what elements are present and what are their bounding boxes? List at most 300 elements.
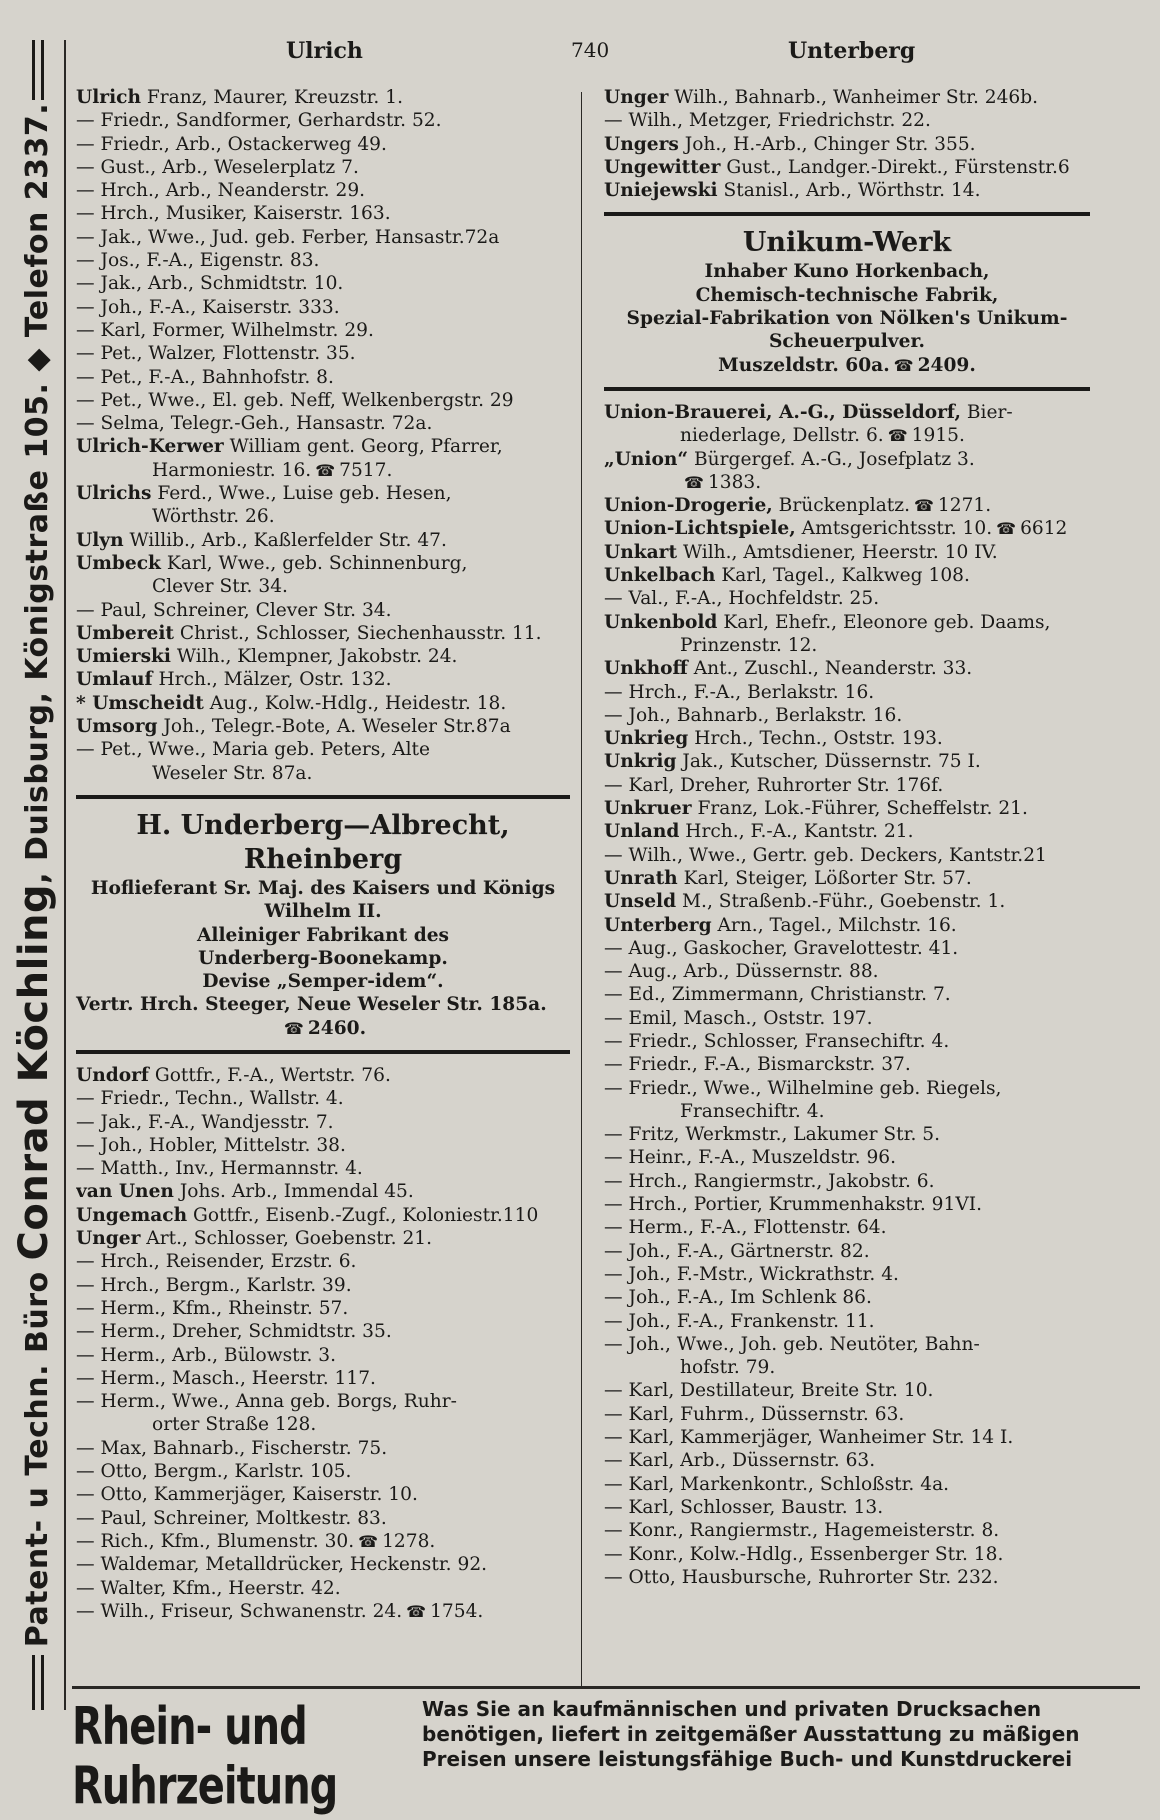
entry-text: hofstr. 79.: [680, 1357, 776, 1379]
entry-text: — Otto, Bergm., Karlstr. 105.: [76, 1461, 352, 1483]
directory-entry: [76, 1577, 570, 1600]
entry-text: Wilh., Bahnarb., Wanheimer Str. 246b.: [668, 87, 1039, 108]
entry-surname: Umlauf: [76, 669, 153, 691]
directory-entry: [604, 1566, 1090, 1589]
entry-text: — Herm., Masch., Heerstr. 117.: [76, 1367, 376, 1389]
entry-surname: Union-Lichtspiele,: [604, 518, 796, 540]
entry-text: Christ., Schlosser, Siechenhausstr. 11.: [174, 622, 542, 644]
directory-entry: [604, 1449, 1090, 1472]
directory-entry: [76, 1297, 570, 1320]
entry-text: — Emil, Masch., Oststr. 197.: [604, 1007, 873, 1029]
directory-entry: [76, 599, 570, 622]
directory-entry: [604, 541, 1090, 564]
telephone-icon: ☎: [684, 472, 704, 492]
directory-entry: [76, 1437, 570, 1460]
entry-text: Wilh., Klempner, Jakobstr. 24.: [171, 646, 458, 668]
directory-entry: [76, 1507, 570, 1530]
ad-right-title: Unikum-Werk: [742, 227, 952, 259]
directory-entry: [604, 914, 1090, 937]
entry-text: — Pet., Wwe., Maria geb. Peters, Alte: [76, 739, 430, 761]
entry-surname: Unger: [76, 1228, 141, 1250]
slogan-line-3: Preisen unsere leistungsfähige Buch- und Kunstdruckerei: [422, 1747, 1073, 1771]
directory-entry: [76, 156, 570, 179]
side-ad-text: [11, 103, 57, 1647]
ad-left-phone-line: [76, 1017, 570, 1040]
entry-text: — Karl, Destillateur, Breite Str. 10.: [604, 1380, 934, 1402]
entry-surname: Ungewitter: [604, 156, 721, 178]
side-rule-bottom: [32, 1655, 44, 1710]
entry-text: — Karl, Dreher, Ruhrorter Str. 176f.: [604, 774, 944, 796]
entry-surname: „Union“: [604, 448, 689, 470]
entry-text: niederlage, Dellstr. 6.: [680, 425, 884, 447]
directory-entry: [76, 342, 570, 365]
entry-phone: 1915.: [911, 425, 965, 447]
header-right-word: Unterberg: [788, 38, 916, 64]
directory-entry: [76, 1413, 570, 1436]
directory-entry: [604, 1310, 1090, 1333]
entry-text: — Joh., Bahnarb., Berlakstr. 16.: [604, 704, 903, 726]
directory-entry: [76, 575, 570, 598]
entry-text: Ant., Zuschl., Neanderstr. 33.: [687, 658, 973, 680]
directory-entry: [76, 179, 570, 202]
slogan-line-2: benötigen, liefert in zeitgemäßer Ausstattung zu mäßigen: [422, 1722, 1080, 1746]
directory-entry: [604, 1333, 1090, 1356]
entry-text: Gust., Landger.-Direkt., Fürstenstr.6: [720, 156, 1070, 178]
entry-text: — Friedr., F.-A., Bismarckstr. 37.: [604, 1054, 911, 1076]
entry-surname: Ulrichs: [76, 483, 152, 505]
directory-entry: [604, 494, 1090, 517]
directory-entry: [604, 611, 1090, 634]
entry-text: Bier-: [960, 401, 1013, 423]
entry-text: Wilh., Amtsdiener, Heerstr. 10 IV.: [677, 541, 998, 563]
entry-text: Franz, Lok.-Führer, Scheffelstr. 21.: [691, 798, 1028, 820]
directory-entry: [604, 844, 1090, 867]
entry-text: Karl, Ehefr., Eleonore geb. Daams,: [717, 611, 1051, 633]
entry-text: — Karl, Kammerjäger, Wanheimer Str. 14 I.: [604, 1427, 1014, 1449]
directory-entry: [604, 517, 1090, 540]
entry-text: — Walter, Kfm., Heerstr. 42.: [76, 1577, 341, 1599]
directory-entry: [604, 1077, 1090, 1100]
entry-text: Franz, Maurer, Kreuzstr. 1.: [140, 87, 403, 108]
directory-entry: [76, 1064, 570, 1087]
entry-text: — Joh., F.-A., Kaiserstr. 333.: [76, 296, 340, 318]
entry-text: — Hrch., Musiker, Kaiserstr. 163.: [76, 203, 391, 225]
entry-text: — Herm., F.-A., Flottenstr. 64.: [604, 1217, 887, 1239]
ad-left-line-2: Wilhelm II.: [264, 901, 382, 923]
directory-entry: [604, 1379, 1090, 1402]
left-top-entries: [76, 86, 570, 785]
entry-text: — Joh., F.-A., Gärtnerstr. 82.: [604, 1240, 870, 1262]
slogan-line-1: Was Sie an kaufmännischen und privaten Drucksachen: [422, 1697, 1042, 1721]
directory-entry: [604, 1286, 1090, 1309]
directory-entry: [604, 86, 1090, 109]
entry-text: — Ed., Zimmermann, Christianstr. 7.: [604, 984, 951, 1006]
entry-text: — Paul, Schreiner, Moltkestr. 83.: [76, 1507, 387, 1529]
column-divider: [581, 92, 582, 1686]
directory-entry: [604, 1403, 1090, 1426]
directory-entry: [604, 867, 1090, 890]
entry-surname: * Umscheidt: [76, 692, 204, 714]
directory-entry: [76, 1250, 570, 1273]
entry-text: Aug., Kolw.-Hdlg., Heidestr. 18.: [203, 692, 507, 714]
directory-entry: [604, 156, 1090, 179]
directory-entry: [76, 738, 570, 761]
entry-text: — Hrch., Reisender, Erzstr. 6.: [76, 1251, 357, 1273]
entry-text: — Wilh., Metzger, Friedrichstr. 22.: [604, 110, 931, 132]
ad-right-phone: 2409.: [917, 354, 976, 376]
entry-text: — Heinr., F.-A., Muszeldstr. 96.: [604, 1147, 897, 1169]
directory-entry: [604, 1053, 1090, 1076]
entry-text: — Friedr., Techn., Wallstr. 4.: [76, 1088, 344, 1110]
entry-surname: Ulyn: [76, 529, 124, 551]
underberg-advertisement: [76, 795, 570, 1054]
entry-surname: Unger: [604, 87, 669, 108]
directory-entry: [76, 1344, 570, 1367]
directory-entry: [604, 820, 1090, 843]
entry-text: — Herm., Kfm., Rheinstr. 57.: [76, 1297, 349, 1319]
directory-entry: [76, 1483, 570, 1506]
directory-entry: [76, 412, 570, 435]
directory-entry: [604, 727, 1090, 750]
right-top-entries: [604, 86, 1090, 202]
directory-entry: [76, 529, 570, 552]
entry-text: — Hrch., F.-A., Berlakstr. 16.: [604, 681, 875, 703]
entry-text: — Karl, Schlosser, Baustr. 13.: [604, 1496, 884, 1518]
directory-entry: [604, 797, 1090, 820]
left-column: [76, 86, 570, 1623]
directory-entry: [76, 668, 570, 691]
directory-entry: [76, 1320, 570, 1343]
directory-entry: [76, 133, 570, 156]
header-left-word: Ulrich: [286, 38, 363, 64]
side-ad-post: , Duisburg, Königstraße 105. ◆ Telefon 2337.: [20, 102, 55, 884]
ad-right-phone-line: [604, 354, 1090, 377]
directory-entry: [76, 1134, 570, 1157]
telephone-icon: ☎: [358, 1531, 379, 1551]
entry-text: — Friedr., Schlosser, Fransechiftr. 4.: [604, 1030, 950, 1052]
entry-surname: Unkhoff: [604, 658, 688, 680]
directory-entry: [76, 505, 570, 528]
entry-surname: Unseld: [604, 891, 677, 913]
entry-text: — Konr., Rangiermstr., Hagemeisterstr. 8.: [604, 1520, 1000, 1542]
directory-entry: [76, 1157, 570, 1180]
directory-entry: [76, 645, 570, 668]
entry-text: Amtsgerichtsstr. 10.: [795, 518, 993, 540]
entry-text: — Friedr., Wwe., Wilhelmine geb. Riegels,: [604, 1077, 1002, 1099]
entry-text: — Karl, Arb., Düssernstr. 63.: [604, 1450, 876, 1472]
directory-entry: [76, 762, 570, 785]
directory-entry: [604, 960, 1090, 983]
entry-phone: 1278.: [382, 1530, 436, 1552]
directory-entry: [76, 459, 570, 482]
entry-text: — Hrch., Portier, Krummenhakstr. 91VI.: [604, 1194, 983, 1216]
directory-entry: [76, 1600, 570, 1623]
entry-text: Wörthstr. 26.: [152, 506, 275, 528]
entry-text: — Max, Bahnarb., Fischerstr. 75.: [76, 1437, 388, 1459]
entry-surname: Ulrich-Kerwer: [76, 436, 224, 458]
entry-surname: Umbeck: [76, 552, 161, 574]
entry-text: — Fritz, Werkmstr., Lakumer Str. 5.: [604, 1124, 941, 1146]
entry-text: Jak., Kutscher, Düssernstr. 75 I.: [676, 751, 981, 773]
entry-text: — Karl, Former, Wilhelmstr. 29.: [76, 319, 374, 341]
telephone-icon: ☎: [996, 519, 1017, 539]
entry-surname: Union-Drogerie,: [604, 495, 773, 517]
directory-entry: [604, 133, 1090, 156]
directory-entry: [604, 1146, 1090, 1169]
ad-left-phone: 2460.: [307, 1017, 367, 1039]
entry-surname: Unrath: [604, 867, 678, 889]
entry-text: Willib., Arb., Kaßlerfelder Str. 47.: [123, 529, 447, 551]
directory-entry: [76, 1274, 570, 1297]
entry-text: Prinzenstr. 12.: [680, 634, 818, 656]
entry-text: — Waldemar, Metalldrücker, Heckenstr. 92.: [76, 1554, 488, 1576]
entry-text: Clever Str. 34.: [152, 576, 288, 598]
ad-right-line-5: Muszeldstr. 60a.: [718, 354, 890, 376]
entry-surname: Umbereit: [76, 622, 174, 644]
print-slogan: [422, 1697, 1140, 1772]
entry-surname: Unkrieg: [604, 728, 689, 750]
directory-entry: [604, 1100, 1090, 1123]
telephone-icon: ☎: [315, 460, 336, 480]
directory-entry: [76, 1204, 570, 1227]
entry-surname: van Unen: [76, 1181, 174, 1203]
directory-entry: [604, 704, 1090, 727]
directory-entry: [76, 715, 570, 738]
side-advertisement: [4, 40, 66, 1710]
entry-surname: Unkrig: [604, 751, 677, 773]
entry-text: Brückenplatz.: [772, 495, 910, 517]
ad-right-line-4: Scheuerpulver.: [768, 331, 926, 353]
entry-text: — Karl, Markenkontr., Schloßstr. 4a.: [604, 1473, 950, 1495]
entry-text: — Pet., F.-A., Bahnhofstr. 8.: [76, 366, 334, 388]
entry-text: — Hrch., Bergm., Karlstr. 39.: [76, 1274, 352, 1296]
directory-entry: [76, 1530, 570, 1553]
entry-surname: Union-Brauerei, A.-G., Düsseldorf,: [604, 401, 961, 423]
directory-entry: [604, 1240, 1090, 1263]
directory-entry: [604, 179, 1090, 202]
entry-text: Johs. Arb., Immendal 45.: [173, 1181, 414, 1203]
entry-phone: 1383.: [707, 471, 762, 493]
side-rule-top: [32, 40, 44, 100]
directory-entry: [76, 1553, 570, 1576]
entry-text: — Wilh., Friseur, Schwanenstr. 24.: [76, 1600, 403, 1622]
entry-text: orter Straße 128.: [152, 1414, 317, 1436]
entry-text: — Aug., Gaskocher, Gravelottestr. 41.: [604, 937, 959, 959]
directory-entry: [604, 1426, 1090, 1449]
entry-text: Stanisl., Arb., Wörthstr. 14.: [717, 180, 981, 202]
directory-entry: [604, 1030, 1090, 1053]
entry-text: — Matth., Inv., Hermannstr. 4.: [76, 1158, 363, 1180]
directory-entry: [76, 109, 570, 132]
telephone-icon: ☎: [406, 1601, 427, 1621]
directory-entry: [76, 1087, 570, 1110]
entry-text: — Hrch., Arb., Neanderstr. 29.: [76, 180, 366, 202]
side-ad-pre: Patent- u Techn. Büro: [20, 1260, 55, 1648]
side-ad-name: Conrad Köchling: [11, 883, 57, 1261]
ad-left-line-4: Underberg-Boonekamp.: [198, 947, 448, 969]
entry-text: Joh., H.-Arb., Chinger Str. 355.: [678, 133, 976, 155]
entry-text: — Konr., Kolw.-Hdlg., Essenberger Str. 18.: [604, 1543, 1004, 1565]
directory-entry: [604, 1007, 1090, 1030]
telephone-icon: ☎: [887, 426, 908, 446]
telephone-icon: ☎: [893, 355, 914, 375]
ad-left-line-3: Alleiniger Fabrikant des: [196, 924, 450, 946]
entry-text: — Wilh., Wwe., Gertr. geb. Deckers, Kantstr.21: [604, 844, 1047, 866]
directory-entry: [76, 622, 570, 645]
directory-entry: [76, 366, 570, 389]
ad-right-line-3: Spezial-Fabrikation von Nölken's Unikum-: [626, 308, 1068, 330]
entry-phone: 6612: [1020, 518, 1068, 540]
entry-surname: Umierski: [76, 646, 171, 668]
directory-entry: [76, 1180, 570, 1203]
entry-text: — Karl, Fuhrm., Düssernstr. 63.: [604, 1403, 905, 1425]
entry-text: Arn., Tagel., Milchstr. 16.: [711, 914, 957, 936]
directory-entry: [604, 1216, 1090, 1239]
entry-text: William gent. Georg, Pfarrer,: [223, 436, 503, 458]
entry-text: Karl, Steiger, Lößorter Str. 57.: [677, 867, 972, 889]
directory-entry: [604, 1519, 1090, 1542]
entry-text: — Friedr., Sandformer, Gerhardstr. 52.: [76, 110, 442, 132]
directory-entry: [76, 319, 570, 342]
entry-text: — Selma, Telegr.-Geh., Hansastr. 72a.: [76, 413, 433, 435]
entry-text: Karl, Tagel., Kalkweg 108.: [715, 565, 970, 587]
telephone-icon: ☎: [913, 496, 934, 516]
entry-text: Gottfr., Eisenb.-Zugf., Koloniestr.110: [187, 1204, 539, 1226]
page-number: 740: [571, 38, 610, 62]
right-column: [604, 86, 1090, 1589]
directory-entry: [604, 471, 1090, 494]
entry-surname: Ulrich: [76, 87, 141, 108]
directory-entry: [76, 692, 570, 715]
directory-entry: [76, 482, 570, 505]
entry-text: — Herm., Dreher, Schmidtstr. 35.: [76, 1321, 392, 1343]
entry-text: — Jos., F.-A., Eigenstr. 83.: [76, 250, 320, 272]
entry-text: — Joh., F.-Mstr., Wickrathstr. 4.: [604, 1263, 899, 1285]
entry-text: Hrch., Mälzer, Ostr. 132.: [152, 669, 392, 691]
entry-text: — Herm., Arb., Bülowstr. 3.: [76, 1344, 337, 1366]
entry-text: — Rich., Kfm., Blumenstr. 30.: [76, 1530, 355, 1552]
directory-entry: [604, 1193, 1090, 1216]
entry-text: Gottfr., F.-A., Wertstr. 76.: [148, 1064, 391, 1086]
directory-entry: [604, 448, 1090, 471]
ad-left-title: H. Underberg—Albrecht, Rheinberg: [136, 809, 510, 875]
directory-entry: [604, 401, 1090, 424]
directory-entry: [76, 1367, 570, 1390]
directory-entry: [76, 435, 570, 458]
directory-entry: [76, 202, 570, 225]
entry-surname: Uniejewski: [604, 180, 718, 202]
entry-surname: Unkart: [604, 541, 678, 563]
directory-entry: [76, 1390, 570, 1413]
directory-entry: [76, 272, 570, 295]
entry-text: — Herm., Wwe., Anna geb. Borgs, Ruhr-: [76, 1391, 457, 1413]
page-header: [76, 38, 1140, 72]
entry-text: — Gust., Arb., Weselerplatz 7.: [76, 156, 359, 178]
directory-entry: [604, 1496, 1090, 1519]
directory-entry: [76, 296, 570, 319]
entry-text: Ferd., Wwe., Luise geb. Hesen,: [151, 483, 452, 505]
ad-left-line-5: Devise „Semper-idem“.: [202, 971, 444, 993]
directory-entry: [76, 249, 570, 272]
entry-text: M., Straßenb.-Führ., Goebenstr. 1.: [676, 891, 1006, 913]
bottom-advertisement: [72, 1686, 1140, 1817]
ad-right-line-1: Inhaber Kuno Horkenbach,: [704, 261, 990, 283]
entry-text: — Val., F.-A., Hochfeldstr. 25.: [604, 588, 880, 610]
entry-text: — Friedr., Arb., Ostackerweg 49.: [76, 133, 387, 155]
directory-entry: [76, 1111, 570, 1134]
entry-surname: Unkenbold: [604, 611, 718, 633]
entry-surname: Ungemach: [76, 1204, 188, 1226]
entry-surname: Unkruer: [604, 798, 692, 820]
entry-text: Art., Schlosser, Goebenstr. 21.: [140, 1228, 433, 1250]
directory-entry: [604, 983, 1090, 1006]
newspaper-brand: Rhein- und Ruhrzeitung: [72, 1697, 338, 1817]
entry-text: Joh., Telegr.-Bote, A. Weseler Str.87a: [157, 716, 511, 738]
directory-entry: [76, 226, 570, 249]
entry-phone: 1271.: [937, 495, 992, 517]
entry-text: — Hrch., Rangiermstr., Jakobstr. 6.: [604, 1170, 935, 1192]
telephone-icon: ☎: [283, 1018, 304, 1038]
directory-entry: [604, 1123, 1090, 1146]
entry-text: Hrch., Techn., Oststr. 193.: [688, 728, 943, 750]
entry-text: — Pet., Walzer, Flottenstr. 35.: [76, 343, 356, 365]
left-bottom-entries: [76, 1064, 570, 1623]
entry-phone: 1754.: [430, 1600, 484, 1622]
ad-left-line-6: Vertr. Hrch. Steeger, Neue Weseler Str. 185a.: [76, 994, 547, 1016]
directory-entry: [604, 890, 1090, 913]
right-bottom-entries: [604, 401, 1090, 1589]
entry-text: — Joh., F.-A., Im Schlenk 86.: [604, 1287, 872, 1309]
entry-text: — Joh., F.-A., Frankenstr. 11.: [604, 1310, 875, 1332]
directory-entry: [76, 1227, 570, 1250]
directory-entry: [604, 937, 1090, 960]
directory-entry: [604, 1170, 1090, 1193]
directory-entry: [604, 1356, 1090, 1379]
directory-entry: [604, 750, 1090, 773]
entry-text: — Otto, Kammerjäger, Kaiserstr. 10.: [76, 1484, 418, 1506]
entry-surname: Ungers: [604, 133, 679, 155]
entry-text: Bürgergef. A.-G., Josefplatz 3.: [688, 448, 975, 470]
entry-surname: Undorf: [76, 1064, 149, 1086]
directory-entry: [604, 774, 1090, 797]
directory-entry: [76, 86, 570, 109]
directory-entry: [604, 109, 1090, 132]
entry-text: — Aug., Arb., Düssernstr. 88.: [604, 961, 879, 983]
directory-entry: [604, 1473, 1090, 1496]
directory-entry: [76, 1460, 570, 1483]
entry-text: Weseler Str. 87a.: [152, 762, 313, 784]
directory-entry: [604, 587, 1090, 610]
entry-text: Karl, Wwe., geb. Schinnenburg,: [160, 552, 468, 574]
directory-entry: [604, 634, 1090, 657]
entry-surname: Unterberg: [604, 914, 712, 936]
entry-text: Hrch., F.-A., Kantstr. 21.: [679, 821, 914, 843]
entry-surname: Unkelbach: [604, 565, 716, 587]
entry-surname: Unland: [604, 821, 680, 843]
directory-entry: [604, 657, 1090, 680]
directory-entry: [76, 552, 570, 575]
directory-entry: [604, 424, 1090, 447]
ad-left-line-1: Hoflieferant Sr. Maj. des Kaisers und Königs: [90, 877, 556, 899]
directory-entry: [604, 1543, 1090, 1566]
entry-surname: Umsorg: [76, 716, 158, 738]
entry-phone: 7517.: [339, 459, 393, 481]
entry-text: — Otto, Hausbursche, Ruhrorter Str. 232.: [604, 1566, 999, 1588]
entry-text: — Joh., Wwe., Joh. geb. Neutöter, Bahn-: [604, 1333, 980, 1355]
ad-right-line-2: Chemisch-technische Fabrik,: [695, 284, 999, 306]
entry-text: Harmoniestr. 16.: [152, 459, 312, 481]
directory-entry: [604, 564, 1090, 587]
